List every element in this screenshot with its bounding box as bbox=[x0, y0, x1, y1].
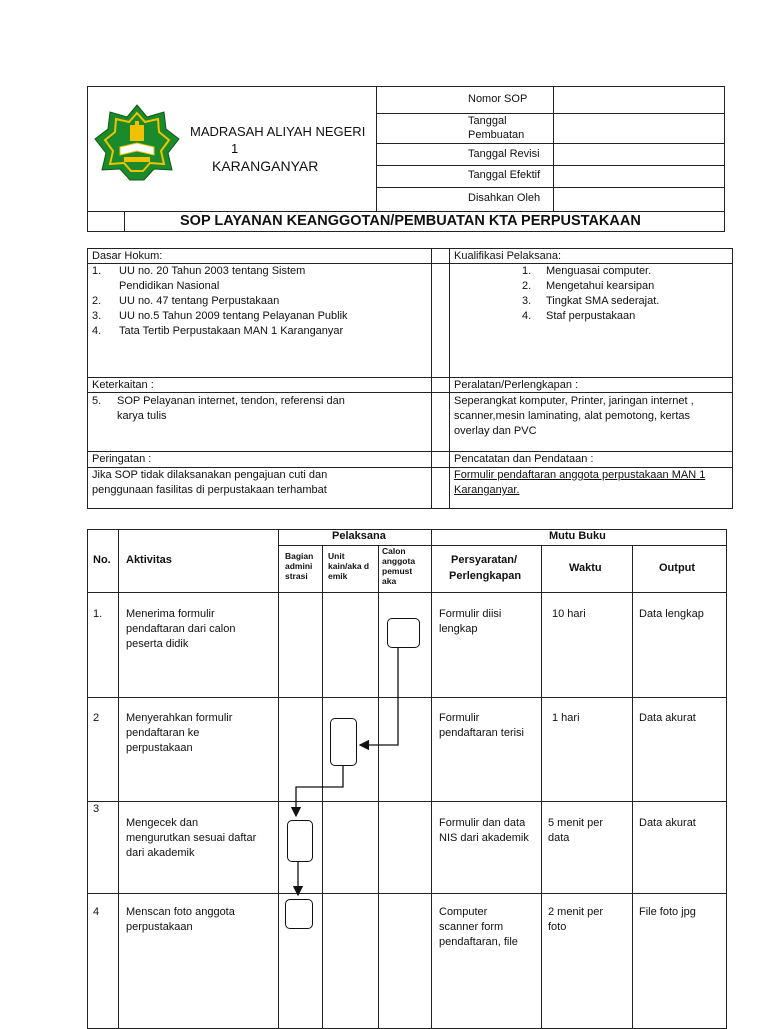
info-label-disahkan-oleh: Disahkan Oleh bbox=[468, 192, 541, 204]
list-item: Pendidikan Nasional bbox=[119, 280, 220, 292]
keterkaitan-text: SOP Pelayanan internet, tendon, referensi dan bbox=[117, 395, 345, 407]
row-persyaratan: pendaftaran, file bbox=[439, 936, 518, 948]
list-item-num: 3. bbox=[522, 295, 532, 307]
col-group-pelaksana: Pelaksana bbox=[332, 530, 386, 542]
keterkaitan-text: karya tulis bbox=[117, 410, 167, 422]
list-item-num: 1. bbox=[92, 265, 102, 277]
col-header-calon: Calon anggota pemust aka bbox=[382, 546, 416, 586]
row-persyaratan: scanner form bbox=[439, 921, 504, 933]
list-item-num: 2. bbox=[522, 280, 532, 292]
school-name-line3: KARANGANYAR bbox=[212, 158, 319, 174]
school-name-line1: MADRASAH ALIYAH NEGERI bbox=[190, 124, 366, 139]
pencatatan-label: Pencatatan dan Pendataan : bbox=[454, 453, 594, 465]
row-no: 2 bbox=[93, 712, 100, 724]
pencatatan-text: Karanganyar. bbox=[454, 484, 520, 496]
row-aktivitas: perpustakaan bbox=[126, 921, 193, 933]
info-label-tanggal-efektif: Tanggal Efektif bbox=[468, 169, 541, 181]
info-label-tanggal-pembuatan: Tanggal Pembuatan bbox=[468, 115, 525, 141]
list-item-num: 4. bbox=[522, 310, 532, 322]
keterkaitan-num: 5. bbox=[92, 395, 102, 407]
list-item-num: 4. bbox=[92, 325, 102, 337]
col-header-waktu: Waktu bbox=[569, 562, 602, 574]
kualifikasi-label: Kualifikasi Pelaksana: bbox=[454, 250, 562, 262]
row-persyaratan: pendaftaran terisi bbox=[439, 727, 524, 739]
row-persyaratan: Formulir bbox=[439, 712, 480, 724]
row-aktivitas: Menerima formulir bbox=[126, 608, 215, 620]
row-persyaratan: Formulir dan data bbox=[439, 817, 526, 829]
row-persyaratan: Computer bbox=[439, 906, 488, 918]
list-item: UU no.5 Tahun 2009 tentang Pelayanan Publik bbox=[119, 310, 348, 322]
peringatan-text: Jika SOP tidak dilaksanakan pengajuan cuti dan bbox=[92, 469, 328, 481]
row-persyaratan: lengkap bbox=[439, 623, 478, 635]
row-aktivitas: Menscan foto anggota bbox=[126, 906, 235, 918]
list-item: Tata Tertib Perpustakaan MAN 1 Karanganyar bbox=[119, 325, 344, 337]
row-no: 4 bbox=[93, 906, 100, 918]
pencatatan-text: Formulir pendaftaran anggota perpustakaan MAN 1 bbox=[454, 469, 706, 481]
col-header-aktivitas: Aktivitas bbox=[126, 554, 172, 566]
dasar-hokum-label: Dasar Hokum: bbox=[92, 250, 163, 262]
row-aktivitas: Menyerahkan formulir bbox=[126, 712, 233, 724]
list-item: UU no. 47 tentang Perpustakaan bbox=[119, 295, 280, 307]
row-waktu: 10 hari bbox=[552, 608, 586, 620]
peralatan-text: overlay dan PVC bbox=[454, 425, 537, 437]
list-item: Staf perpustakaan bbox=[546, 310, 636, 322]
row-waktu: 2 menit per bbox=[548, 906, 604, 918]
peralatan-text: scanner,mesin laminating, alat pemotong, kertas bbox=[454, 410, 691, 422]
row-aktivitas: peserta didik bbox=[126, 638, 189, 650]
arrow-step2-to-step3 bbox=[296, 766, 343, 816]
row-persyaratan: Formulir diisi bbox=[439, 608, 502, 620]
row-waktu: 1 hari bbox=[552, 712, 580, 724]
col-header-perlengkapan: Perlengkapan bbox=[449, 570, 522, 582]
arrow-step1-to-step2 bbox=[360, 648, 398, 745]
row-aktivitas: pendaftaran dari calon bbox=[126, 623, 236, 635]
col-header-persyaratan: Persyaratan/ bbox=[451, 554, 518, 566]
row-no: 3 bbox=[93, 803, 100, 815]
col-header-output: Output bbox=[659, 562, 696, 574]
list-item-num: 3. bbox=[92, 310, 102, 322]
info-label-tanggal-revisi: Tanggal Revisi bbox=[468, 148, 540, 160]
school-name-line2: 1 bbox=[231, 141, 239, 156]
list-item-num: 2. bbox=[92, 295, 102, 307]
row-no: 1. bbox=[93, 608, 103, 620]
row-waktu: 5 menit per bbox=[548, 817, 604, 829]
list-item: Menguasai computer. bbox=[546, 265, 652, 277]
row-aktivitas: Mengecek dan bbox=[126, 817, 199, 829]
peringatan-text: penggunaan fasilitas di perpustakaan terhambat bbox=[92, 484, 327, 496]
info-label-nomor-sop: Nomor SOP bbox=[468, 93, 528, 105]
row-persyaratan: NIS dari akademik bbox=[439, 832, 529, 844]
row-waktu: data bbox=[548, 832, 570, 844]
row-aktivitas: dari akademik bbox=[126, 847, 195, 859]
row-output: Data lengkap bbox=[639, 608, 704, 620]
row-output: Data akurat bbox=[639, 817, 696, 829]
list-item: UU no. 20 Tahun 2003 tentang Sistem bbox=[119, 265, 306, 277]
row-output: File foto jpg bbox=[639, 906, 696, 918]
peralatan-text: Seperangkat komputer, Printer, jaringan internet , bbox=[454, 395, 694, 407]
row-waktu: foto bbox=[548, 921, 567, 933]
col-group-mutu-buku: Mutu Buku bbox=[549, 530, 606, 542]
row-aktivitas: mengurutkan sesuai daftar bbox=[126, 832, 257, 844]
list-item: Tingkat SMA sederajat. bbox=[546, 295, 660, 307]
col-header-no: No. bbox=[93, 554, 111, 566]
list-item: Mengetahui kearsipan bbox=[546, 280, 655, 292]
row-aktivitas: perpustakaan bbox=[126, 742, 193, 754]
keterkaitan-label: Keterkaitan : bbox=[92, 379, 154, 391]
peringatan-label: Peringatan : bbox=[92, 453, 152, 465]
col-header-bagian: Bagian admini strasi bbox=[285, 551, 314, 581]
row-output: Data akurat bbox=[639, 712, 696, 724]
peralatan-label: Peralatan/Perlengkapan : bbox=[454, 379, 579, 391]
col-header-unit: Unit kain/aka d emik bbox=[328, 551, 370, 581]
list-item-num: 1. bbox=[522, 265, 532, 277]
row-aktivitas: pendaftaran ke bbox=[126, 727, 200, 739]
page-title: SOP LAYANAN KEANGGOTAN/PEMBUATAN KTA PERPUSTAKAAN bbox=[180, 213, 641, 229]
